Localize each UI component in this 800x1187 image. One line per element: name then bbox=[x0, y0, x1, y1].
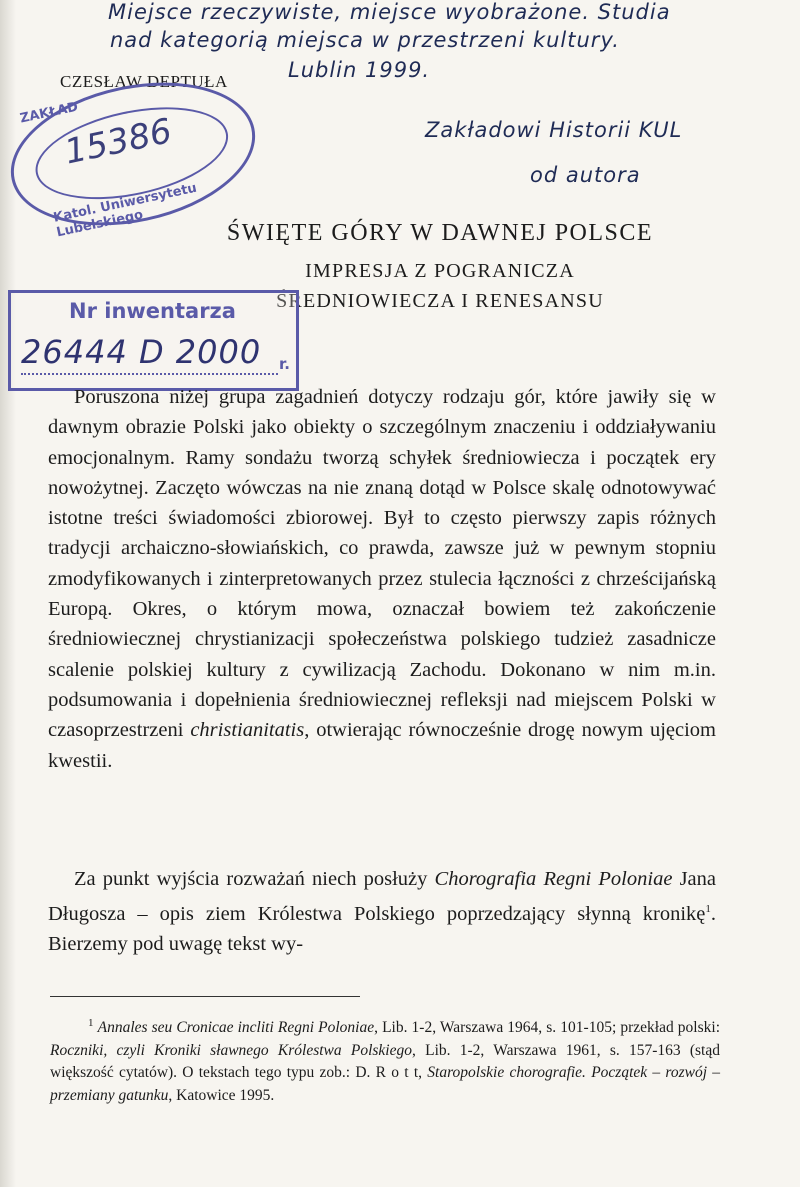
paragraph-2-italic: Chorografia Regni Poloniae bbox=[434, 868, 673, 890]
handwritten-dedication-line-2: od autora bbox=[530, 163, 641, 187]
handwritten-note-line-1: Miejsce rzeczywiste, miejsce wyobrażone. Studia bbox=[108, 0, 671, 24]
inventory-stamp bbox=[8, 290, 299, 391]
chapter-title: ŚWIĘTE GÓRY W DAWNEJ POLSCE bbox=[226, 220, 654, 246]
stamp-number: 15386 bbox=[61, 110, 176, 173]
footnote-number: 1 bbox=[88, 1017, 94, 1029]
body-paragraph-2 bbox=[48, 864, 716, 960]
footnote-italic-3: Staropolskie chorografie. Początek – rozwój – przemiany gatunku bbox=[50, 1064, 721, 1104]
paragraph-2-end: . Bierzemy pod uwagę tekst wy- bbox=[48, 903, 716, 956]
inventory-stamp-dotted-line bbox=[21, 373, 278, 375]
footnote-reference[interactable]: 1 bbox=[705, 903, 711, 916]
footnote-italic-2: Roczniki, czyli Kroniki sławnego Królestwa Polskiego bbox=[50, 1041, 412, 1059]
paragraph-1-text: Poruszona niżej grupa zagadnień dotyczy rodzaju gór, które jawiły się w dawnym obrazie Polski jako obiekty o szczególnym znaczeniu i oddziaływaniu emocjonalnym. Ramy sondażu tworzą schyłek średniowiecza i początek ery nowożytnej. Zaczęto wówczas na nie znaną dotąd w Polsce skalę odnotowywać istotne treści świadomości zbiorowej. Był to często pierwszy zapis różnych tradycji archaiczno-słowiańskich, co prawda, zawsze już w pewnym stopniu zmodyfikowanych i zinterpretowanych przez stulecia łączności z chrześcijańską Europą. Okres, o którym mowa, oznaczał bowiem też zakończenie średniowiecznej chrystianizacji społeczeństwa polskiego tudzież zasadnicze scalenie polskiej kultury z cywilizacją Zachodu. Dokonano w nim m.in. podsumowania i dopełnienia średniowiecznej refleksji nad miejscem Polski w czasoprzestrzeni bbox=[48, 386, 716, 742]
footnote-text-3: , Katowice 1995. bbox=[168, 1086, 275, 1104]
footnote-separator bbox=[50, 996, 360, 997]
handwritten-note-line-2: nad kategorią miejsca w przestrzeni kultury. bbox=[110, 28, 620, 52]
stamp-top-text: ZAKŁAD bbox=[18, 99, 80, 127]
paragraph-1-italic: christianitatis bbox=[190, 719, 305, 742]
footnote-italic-1: Annales seu Cronicae incliti Regni Poloniae bbox=[97, 1019, 375, 1037]
footnote-text-1: , Lib. 1-2, Warszawa 1964, s. 101-105; przekład polski: bbox=[374, 1019, 721, 1037]
body-paragraph-1 bbox=[48, 382, 716, 776]
handwritten-dedication-line-1: Zakładowi Historii KUL bbox=[425, 118, 683, 142]
paragraph-1-end: , otwierając równocześnie drogę nowym ujęciom kwestii. bbox=[48, 719, 716, 772]
footnote bbox=[50, 1012, 720, 1107]
footnote-text-2: , Lib. 1-2, Warszawa 1961, s. 157-163 (stąd większość cytatów). O tekstach tego typu zob.: D. R o t t, bbox=[50, 1041, 720, 1082]
inventory-stamp-value: 26444 D 2000 bbox=[21, 333, 262, 371]
inventory-stamp-suffix: r. bbox=[279, 355, 290, 373]
handwritten-note-line-3: Lublin 1999. bbox=[288, 58, 431, 82]
chapter-subtitle-line-2: ŚREDNIOWIECZA I RENESANSU bbox=[276, 290, 604, 312]
library-oval-stamp bbox=[0, 62, 268, 247]
stamp-bottom-text: Katol. Uniwersytetu Lubelskiego bbox=[52, 180, 199, 241]
author-name: CZESŁAW DEPTUŁA bbox=[60, 72, 228, 91]
paragraph-2-mid: Jana Długosza – opis ziem Królestwa Polskiego poprzedzający słynną kronikę bbox=[48, 868, 717, 926]
paragraph-2-start: Za punkt wyjścia rozważań niech posłuży bbox=[74, 868, 428, 890]
chapter-subtitle-line-1: IMPRESJA Z POGRANICZA bbox=[305, 260, 575, 282]
inventory-stamp-label: Nr inwentarza bbox=[69, 299, 236, 323]
